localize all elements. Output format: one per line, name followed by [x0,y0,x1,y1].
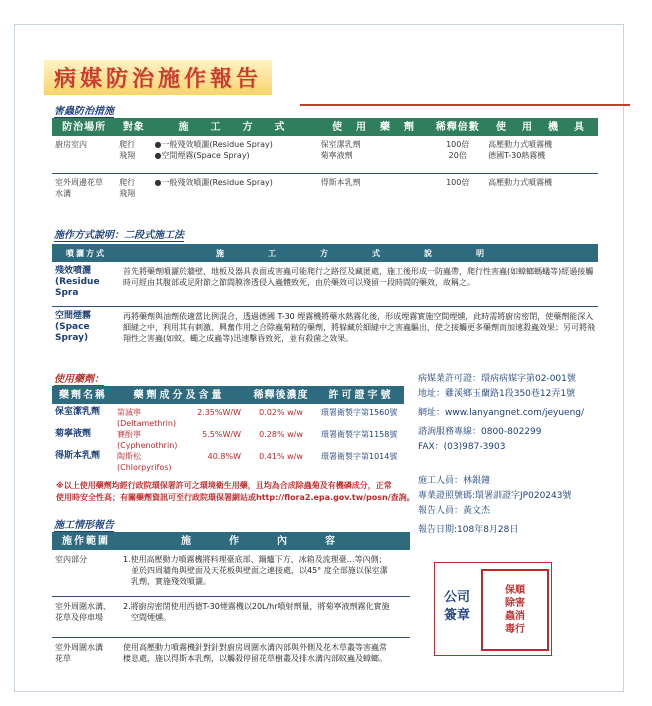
permit-number: 病媒業許可證：環病病媒字第02-001號 [418,374,576,384]
title-underline [300,104,630,106]
section4-title: 施工情形報告 [54,516,114,532]
table-row: 得斯本乳劑 陶斯松(Chlorpyrifos) 40.8%W 0.41% w/w 環署衛製字第1014號 [55,451,398,472]
staff-info [418,474,638,538]
table-row: 菊寧液劑 賽酚寧(Cyphenothrin) 5.5%W/W 0.28% w/w 環署衛製字第1158號 [55,429,398,450]
drug-table [52,386,404,473]
report-date: 報告日期:108年8月28日 [418,525,519,535]
header-tool: 使 用 機 具 [485,118,598,136]
table-row: 室外周圍水溝 花草 使用高壓動力噴霧機針對針對廚房周圍水溝內部與外側及花木草叢等害蟲常 棲息處，施以得斯本乳劑，以觸殺停留花草樹叢及排水溝內部蚊蟲及蟑螂。 [52,638,410,673]
company-address: 地址：雞溪鄉玉蘭路1段350巷12弄1號 [418,389,576,399]
header-drug: 使 用 藥 劑 [318,118,431,136]
title-banner [44,60,644,100]
safety-notice: ※以上使用藥劑均經行政院環保署許可之環境衛生用藥，且均為合成除蟲菊及有機磷成分，正常 使用時安全性高；有關藥劑資訊可至行政院環保署網站或http://flora2.epa.gov.tw/posn/查詢。 [56,481,415,502]
reporter-name: 報告人員：黃文杰 [418,506,491,516]
cert-number: 專業證照號碼:環署訓證字JP020243號 [418,491,572,501]
header-target: 對象 [116,118,151,136]
company-info [418,372,638,455]
header-concentration: 稀釋後濃度 [244,386,318,404]
table-row: 空間煙霧 (Space Spray) 再將藥劑與油劑依適當比例混合，透過德國 T-30 煙霧機將藥水熱霧化後，形成煙霧實施空間煙燻，此時需將廚房密閉，使藥劑能深入細縫之中，利用其有刺激、興奮作用之合除蟲菊精的藥劑，將躲藏於細縫中之害蟲驅出，使之接觸更多藥劑而加速殺蟲效果；另可將飛翔性之害蟲(如蚊、蠅之成蟲等)迅速擊昏致死，並有殺菌之效果。 [52,307,598,368]
report-title: 病媒防治施作報告 [44,60,272,95]
header-area: 施作範圍 [52,532,120,550]
table-row: 室外周邊花草 水溝 爬行 飛翔 ●一般殘效噴灑(Residue Spray) 得斯本乳劑 100倍 高壓動力式噴霧機 [52,174,598,212]
section1-title: 害蟲防治措施 [54,102,114,118]
header-license: 許可證字號 [318,386,404,404]
section3-title: 使用藥劑： [54,370,104,386]
company-seal: 保順 除害 蟲消 毒行 [481,569,549,651]
work-report-table [52,532,410,672]
method-description-table [52,244,598,367]
service-hotline: 諮詢服務專線：0800-802299 [418,427,542,437]
header-drug-name: 藥劑名稱 [52,386,114,404]
header-place: 防治場所 [52,118,116,136]
company-website: 網址：www.lanyangnet.com/jeyueng/ [418,408,585,418]
table-row: 保室潔乳劑 第滅寧(Deltamethrin) 2.35%W/W 0.02% w/w 環署衛製字第1560號 [55,407,398,428]
table-row: 室外周圍水溝、 花草及停車場 2.將廚房密閉使用西德T-30煙霧機以20L/hr噴射劑量，將菊寧液劑霧化實施 空間煙燻。 [52,597,410,638]
control-measures-table [52,118,598,211]
table-row: 殘效噴灑 (Residue Spra 首先將藥劑噴灑於牆壁、地板及器具表面或害蟲可能爬行之路徑及藏匿處，施工後形成一防蟲帶，爬行性害蟲(如蟑螂螞蟻等)經過接觸時可經由其腹部或足附節之節間膜滲透侵入蟲體致死，由於藥效可以殘留一段時間的藥效，故稱之。 [55,266,594,298]
header-dilution: 稀釋倍數 [430,118,485,136]
stamp-label: 公司 簽章 [443,590,470,623]
header-method: 施 工 方 式 [151,118,317,136]
header-spray-method: 噴灑方式 [52,244,120,262]
fax-number: FAX：(03)987-3903 [418,442,506,452]
header-method-desc: 施 工 方 式 說 明 [120,244,598,262]
section2-title: 施作方式說明：二段式施工法 [54,226,184,242]
worker-name: 施工人員：林銀鐘 [418,476,491,486]
table-row: 室內部分 1.使用高壓動力噴霧機將料理臺底部、鍋爐下方、冰箱及流理臺…等內側； 並於四周牆角與壁面及天花板與壁面之連接處，以45° 度全部施以保室潔 乳劑，實施殘效噴灑。 [55,555,388,586]
company-stamp-box [434,562,552,656]
header-ingredient: 藥劑成分及含量 [114,386,244,404]
header-content: 施 作 內 容 [120,532,410,550]
table-row: 廚房室內 爬行 飛翔 ●一般殘效噴灑(Residue Spray) ●空間煙霧(Space Spray) 保室潔乳劑 菊寧液劑 100倍 20倍 高壓動力式噴霧機 德國T-30熱霧機 [55,140,553,160]
